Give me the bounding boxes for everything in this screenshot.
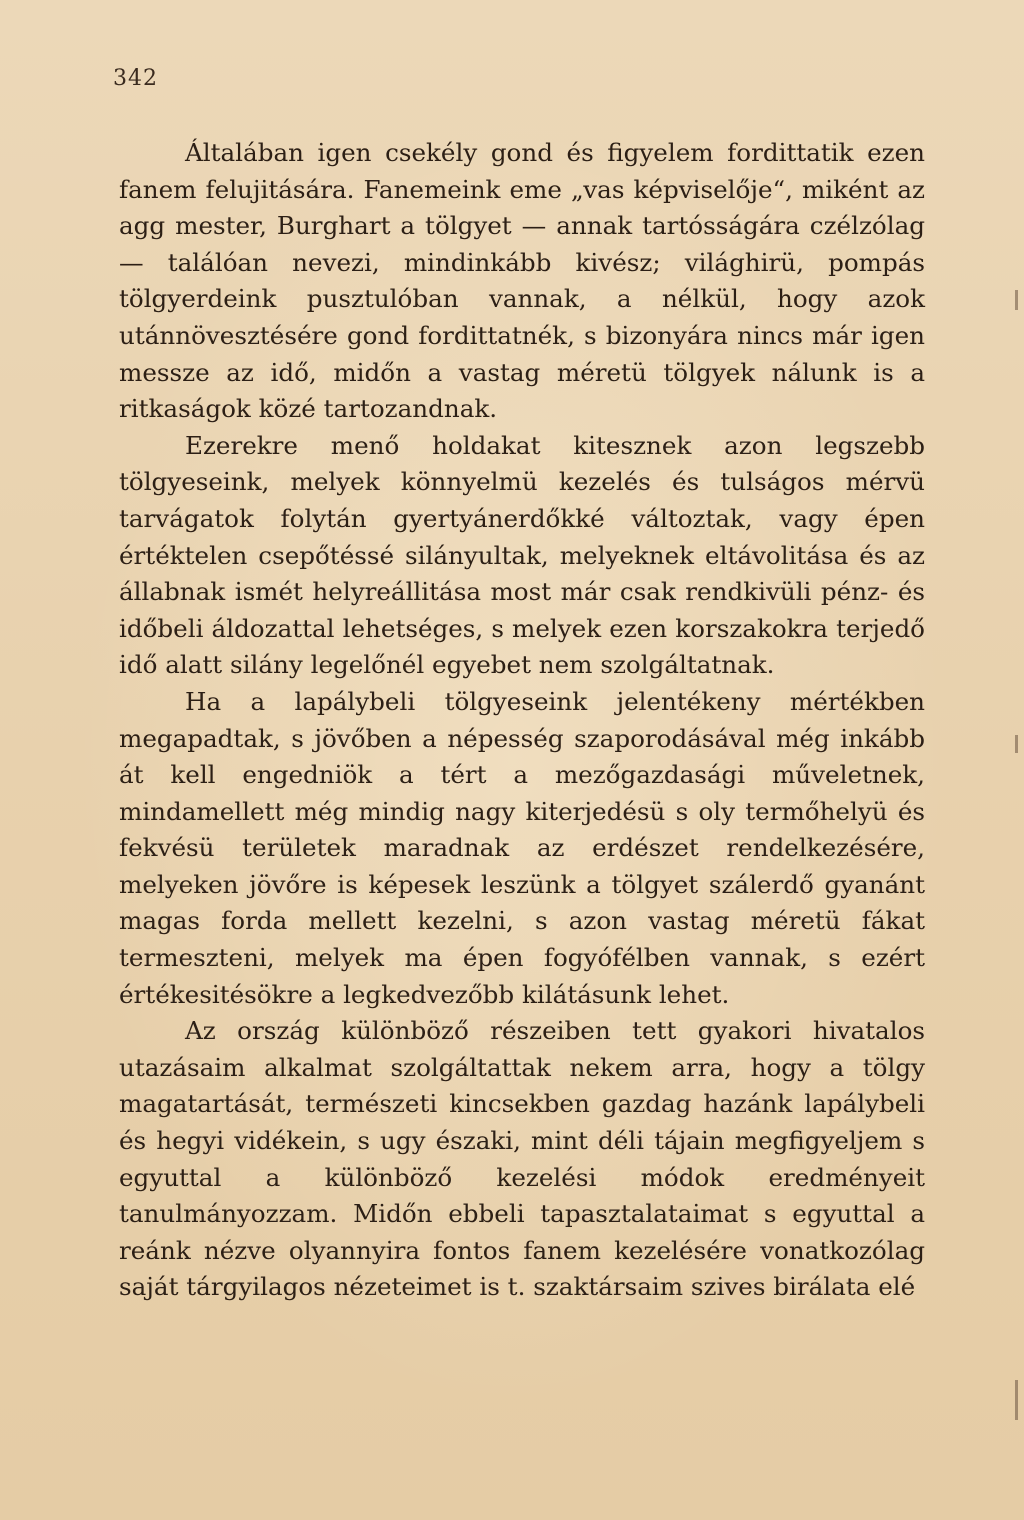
paragraph-3: Ha a lapálybeli tölgyeseink jelentékeny mértékben megapadtak, s jövőben a népesség szaporodásával még inkább át kell engedniök a tért a mezőgazdasági műveletnek, mindamellett még mindig nagy kiterjedésü s oly termőhelyü és fekvésü területek maradnak az erdészet rendelkezésére, melyeken jövőre is képesek leszünk a tölgyet szálerdő gyanánt magas forda mellett kezelni, s azon vastag méretü fákat termeszteni, melyek ma épen fogyófélben vannak, s ezért értékesitésökre a legkedvezőbb kilátásunk lehet. xyxy=(119,686,925,1009)
body-text xyxy=(119,135,925,1306)
page-edge-mark xyxy=(1015,290,1018,310)
paragraph-2: Ezerekre menő holdakat kitesznek azon legszebb tölgyeseink, melyek könnyelmü kezelés és tulságos mérvü tarvágatok folytán gyertyánerdőkké változtak, vagy épen értéktelen csepőtéssé silányultak, melyeknek eltávolitása és az állabnak ismét helyreállitása most már csak rendkivüli pénz- és időbeli áldozattal lehetséges, s melyek ezen korszakokra terjedő idő alatt silány legelőnél egyebet nem szolgáltatnak. xyxy=(119,430,925,680)
page-edge-mark xyxy=(1015,1380,1018,1420)
page-edge-mark xyxy=(1015,735,1018,753)
paragraph-1: Általában igen csekély gond és figyelem fordittatik ezen fanem felujitására. Fanemeink eme „vas képviselője“, miként az agg mester, Burghart a tölgyet — annak tartósságára czélzólag — találóan nevezi, mindinkább kivész; világhirü, pompás tölgyerdeink pusztulóban vannak, a nélkül, hogy azok utánnövesztésére gond fordittatnék, s bizonyára nincs már igen messze az idő, midőn a vastag méretü tölgyek nálunk is a ritkaságok közé tartozandnak. xyxy=(119,138,925,424)
page-number: 342 xyxy=(113,66,158,91)
paragraph-4: Az ország különböző részeiben tett gyakori hivatalos utazásaim alkalmat szolgáltattak nekem arra, hogy a tölgy magatartását, természeti kincsekben gazdag hazánk lapálybeli és hegyi vidékein, s ugy északi, mint déli tájain megfigyeljem s egyuttal a különböző kezelési módok eredményeit tanulmányozzam. Midőn ebbeli tapasztalataimat s egyuttal a reánk nézve olyannyira fontos fanem kezelésére vonatkozólag saját tárgyilagos nézeteimet is t. szaktársaim szives birálata elé xyxy=(119,1016,925,1302)
